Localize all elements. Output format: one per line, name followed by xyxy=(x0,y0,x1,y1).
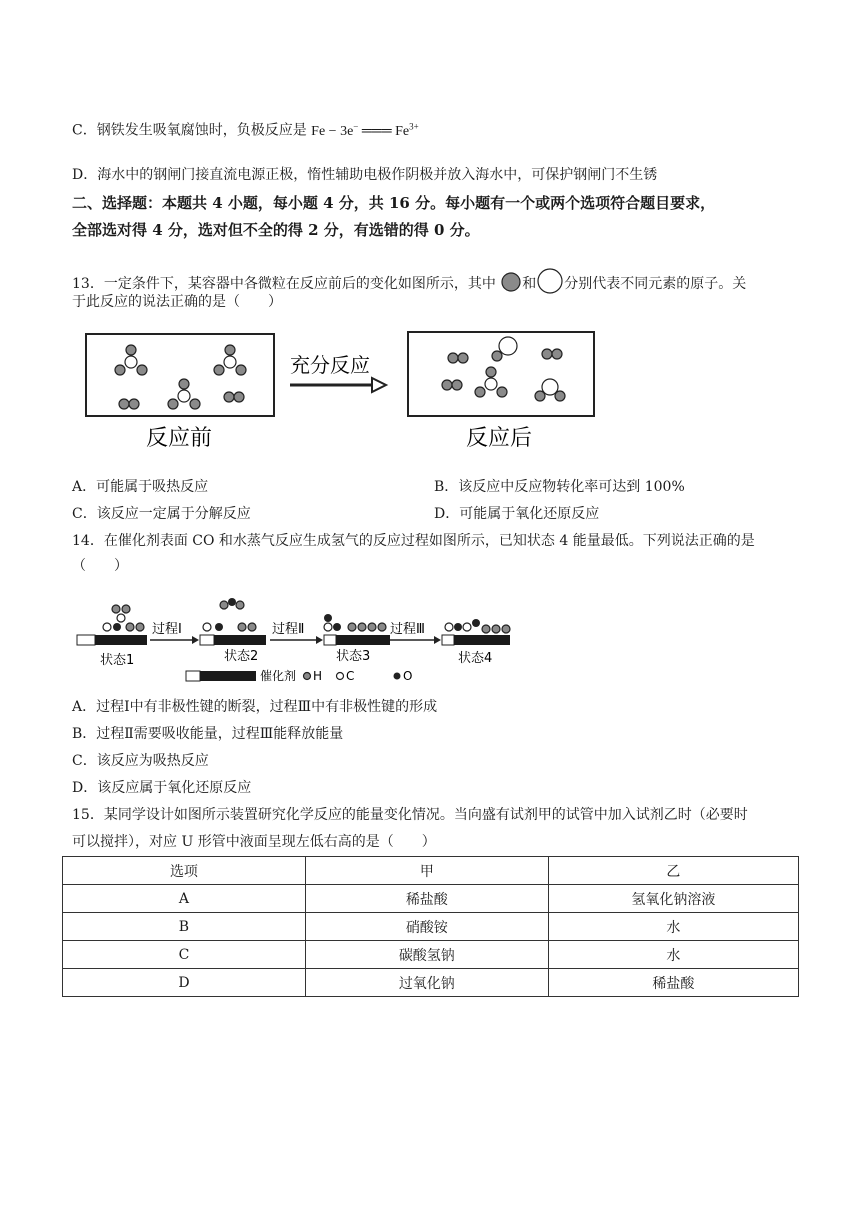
q13-option-c: C．该反应一定属于分解反应 xyxy=(72,506,251,522)
table-cell: 氢氧化钠溶液 xyxy=(548,885,798,913)
table-row xyxy=(63,885,799,913)
q13-arrow-label: 充分反应 xyxy=(290,353,370,377)
table-cell: 水 xyxy=(548,913,798,941)
table-cell: D xyxy=(63,969,306,997)
q13-reaction-figure xyxy=(72,320,602,465)
process-1-label: 过程Ⅰ xyxy=(152,622,182,637)
table-cell: B xyxy=(63,913,306,941)
q13-stem-and: 和 xyxy=(522,276,537,292)
after-molecules xyxy=(442,337,565,401)
q14-option-d: D．该反应属于氧化还原反应 xyxy=(72,780,252,796)
state4 xyxy=(442,619,510,645)
process-3-label: 过程Ⅲ xyxy=(390,622,425,637)
state-4-label: 状态4 xyxy=(458,651,493,666)
state-2-label: 状态2 xyxy=(224,649,259,664)
table-header-cell: 乙 xyxy=(548,857,798,885)
legend-h: H xyxy=(313,669,323,683)
legend-o: O xyxy=(403,669,413,683)
table-row xyxy=(63,969,799,997)
q12-option-c-formula: Fe − 3e− ═══ $Fe^{3+}$ xyxy=(311,121,419,139)
table-cell: 稀盐酸 xyxy=(548,969,798,997)
q13-stem-line2: 于此反应的说法正确的是（ ） xyxy=(72,294,282,310)
state2 xyxy=(200,598,266,645)
table-row xyxy=(63,941,799,969)
q15-stem-line2: 可以搅拌），对应 U 形管中液面呈现左低右高的是（ ） xyxy=(72,834,436,850)
state1 xyxy=(77,605,147,645)
state-3-label: 状态3 xyxy=(336,649,371,664)
before-box xyxy=(86,334,274,416)
q13-stem-b: 分别代表不同元素的原子。关 xyxy=(564,276,747,292)
q13-stem-line1 xyxy=(72,267,746,295)
q14-legend xyxy=(186,668,412,683)
table-cell: A xyxy=(63,885,306,913)
legend-catalyst: 催化剂 xyxy=(260,669,297,683)
q12-option-c-text: C．钢铁发生吸氧腐蚀时，负极反应是 xyxy=(72,122,307,139)
state3 xyxy=(324,614,390,645)
before-molecules xyxy=(115,345,246,409)
legend-c: C xyxy=(346,669,355,683)
q14-option-b: B．过程Ⅱ需要吸收能量，过程Ⅲ能释放能量 xyxy=(72,726,344,742)
after-label: 反应后 xyxy=(465,426,533,451)
process-2-label: 过程Ⅱ xyxy=(272,622,305,637)
table-row xyxy=(63,913,799,941)
table-header-cell: 甲 xyxy=(305,857,548,885)
table-cell: 碳酸氢钠 xyxy=(305,941,548,969)
table-cell: 硝酸铵 xyxy=(305,913,548,941)
q14-stem-line1: 14．在催化剂表面 CO 和水蒸气反应生成氢气的反应过程如图所示，已知状态 4 能量最低。下列说法正确的是 xyxy=(72,533,755,549)
q15-stem-line1: 15．某同学设计如图所示装置研究化学反应的能量变化情况。当向盛有试剂甲的试管中加入试剂乙时（必要时 xyxy=(72,807,748,823)
table-header-row xyxy=(63,857,799,885)
q13-stem-a: 13．一定条件下，某容器中各微粒在反应前后的变化如图所示，其中 xyxy=(72,276,496,292)
table-cell: C xyxy=(63,941,306,969)
table-cell: 稀盐酸 xyxy=(305,885,548,913)
q12-option-c xyxy=(72,116,419,142)
white-atom-icon xyxy=(536,267,564,295)
q14-process-figure xyxy=(72,585,522,690)
table-cell: 过氧化钠 xyxy=(305,969,548,997)
q15-table xyxy=(62,856,799,997)
q14-option-a: A．过程Ⅰ中有非极性键的断裂，过程Ⅲ中有非极性键的形成 xyxy=(72,699,438,715)
q14-stem-line2: （ ） xyxy=(72,558,128,574)
table-cell: 水 xyxy=(548,941,798,969)
section-2-heading-line1: 二、选择题：本题共 4 小题，每小题 4 分，共 16 分。每小题有一个或两个选项符合题目要求， xyxy=(72,194,716,212)
q13-option-a: A．可能属于吸热反应 xyxy=(72,479,209,495)
section-2-heading-line2: 全部选对得 4 分，选对但不全的得 2 分，有选错的得 0 分。 xyxy=(72,221,480,239)
table-header-cell: 选项 xyxy=(63,857,306,885)
q13-option-b: B．该反应中反应物转化率可达到 100% xyxy=(434,479,685,495)
q13-option-d: D．可能属于氧化还原反应 xyxy=(434,506,600,522)
before-label: 反应前 xyxy=(145,426,213,451)
q14-option-c: C．该反应为吸热反应 xyxy=(72,753,209,769)
gray-atom-icon xyxy=(500,271,522,293)
q12-option-d: D．海水中的钢闸门接直流电源正极，惰性辅助电极作阴极并放入海水中，可保护钢闸门不生锈 xyxy=(72,167,658,183)
state-1-label: 状态1 xyxy=(100,653,135,668)
